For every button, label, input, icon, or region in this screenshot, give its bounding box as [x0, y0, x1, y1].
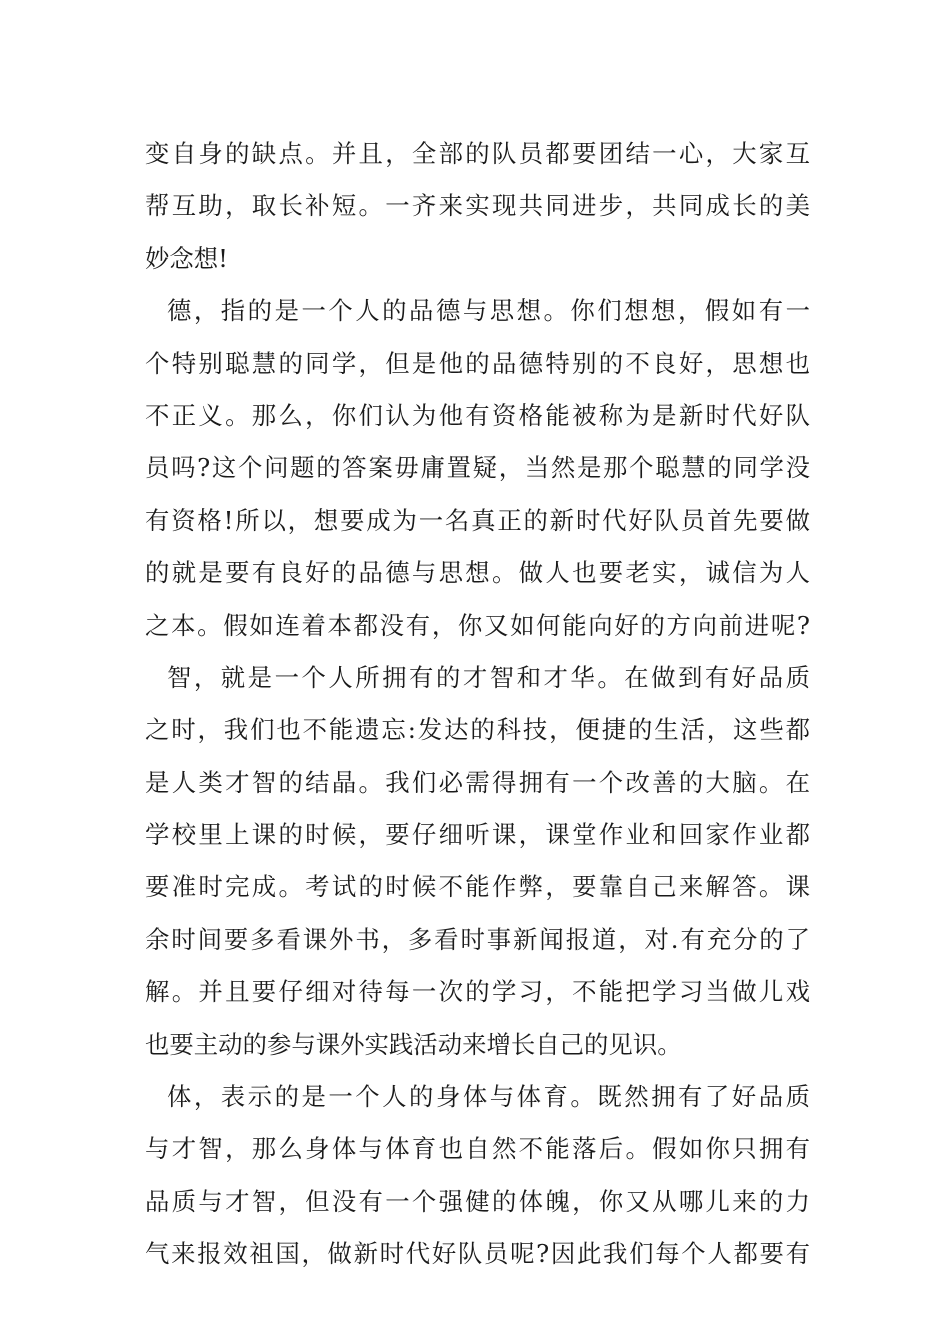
- text-line: 智，就是一个人所拥有的才智和才华。在做到有好品质: [167, 662, 810, 692]
- text-line: 变自身的缺点。并且，全部的队员都要团结一心，大家互: [145, 139, 810, 168]
- text-line: 是人类才智的结晶。我们必需得拥有一个改善的大脑。在: [145, 767, 810, 797]
- paragraph-continuation: [145, 128, 810, 285]
- text-line: 体，表示的是一个人的身体与体育。既然拥有了好品质: [167, 1082, 810, 1112]
- text-line: 妙念想!: [145, 243, 228, 273]
- text-line: 余时间要多看课外书，多看时事新闻报道，对.有充分的了: [145, 924, 810, 954]
- body-text: [145, 128, 810, 1281]
- paragraph-de: [145, 285, 810, 652]
- text-line: 解。并且要仔细对待每一次的学习，不能把学习当做儿戏: [145, 977, 810, 1007]
- text-line: 要准时完成。考试的时候不能作弊，要靠自己来解答。课: [145, 872, 810, 902]
- paragraph-ti: [145, 1071, 810, 1281]
- text-line: 的就是要有良好的品德与思想。做人也要老实，诚信为人: [145, 558, 810, 588]
- text-line: 也要主动的参与课外实践活动来增长自己的见识。: [145, 1029, 682, 1059]
- text-line: 帮互助，取长补短。一齐来实现共同进步，共同成长的美: [145, 191, 810, 221]
- text-line: 与才智，那么身体与体育也自然不能落后。假如你只拥有: [145, 1134, 810, 1164]
- text-line: 员吗?这个问题的答案毋庸置疑，当然是那个聪慧的同学没: [145, 453, 810, 483]
- text-line: 之时，我们也不能遗忘:发达的科技，便捷的生活，这些都: [145, 715, 810, 745]
- paragraph-zhi: [145, 652, 810, 1071]
- text-line: 个特别聪慧的同学，但是他的品德特别的不良好，思想也: [145, 348, 810, 378]
- text-line: 学校里上课的时候，要仔细听课，课堂作业和回家作业都: [145, 820, 810, 850]
- text-line: 有资格!所以，想要成为一名真正的新时代好队员首先要做: [145, 505, 810, 535]
- text-line: 不正义。那么，你们认为他有资格能被称为是新时代好队: [145, 400, 810, 430]
- text-line: 气来报效祖国，做新时代好队员呢?因此我们每个人都要有: [145, 1239, 810, 1269]
- text-line: 品质与才智，但没有一个强健的体魄，你又从哪儿来的力: [145, 1186, 810, 1216]
- text-line: 之本。假如连着本都没有，你又如何能向好的方向前进呢?: [145, 610, 810, 640]
- text-line: 德，指的是一个人的品德与思想。你们想想，假如有一: [167, 296, 810, 326]
